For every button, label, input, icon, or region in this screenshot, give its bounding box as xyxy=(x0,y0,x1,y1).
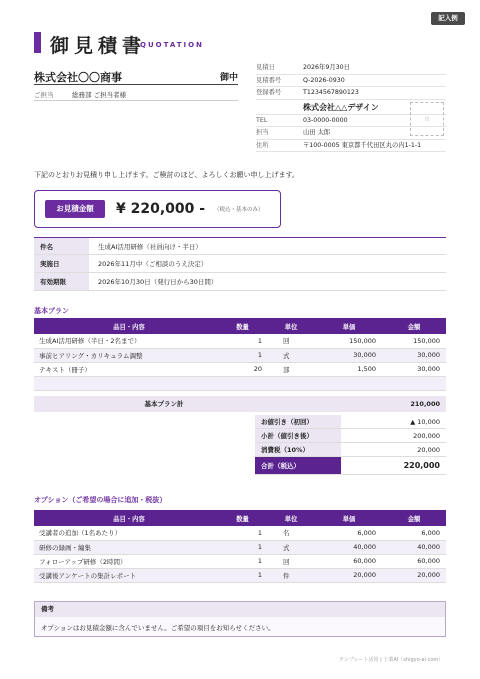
client-name: 株式会社〇〇商事 xyxy=(34,71,122,84)
cell-price: 60,000 xyxy=(316,554,382,568)
meta-row xyxy=(34,255,446,273)
table-header xyxy=(34,510,446,526)
meta-row xyxy=(34,237,446,255)
summary-row xyxy=(255,415,446,429)
total-value: ¥ 220,000 - xyxy=(116,201,206,217)
meta-row xyxy=(34,273,446,291)
cell-unit: 名 xyxy=(266,526,316,540)
cell-unit: 回 xyxy=(266,554,316,568)
cell-item: 研修の録画・編集 xyxy=(34,540,219,554)
summary-value: ▲ 10,000 xyxy=(410,418,440,426)
info-key: TEL xyxy=(256,116,268,124)
info-key: 担当 xyxy=(256,129,269,136)
cell-price xyxy=(316,376,382,390)
remarks-text: オプションはお見積金額に含んでいません。ご希望の項目をお知らせください。 xyxy=(41,624,275,632)
meta-value: 生成AI活用研修（社員向け・半日） xyxy=(98,243,202,251)
company-name: 株式会社△△デザイン xyxy=(303,102,379,112)
cell-unit: 部 xyxy=(266,362,316,376)
cell-amount: 20,000 xyxy=(382,568,446,582)
table-row xyxy=(34,334,446,348)
contact-label: ご担当 xyxy=(34,91,54,99)
info-key: 住所 xyxy=(256,141,269,149)
cell-amount: 60,000 xyxy=(382,554,446,568)
page-subtitle: QUOTATION xyxy=(140,41,204,49)
quote-meta xyxy=(34,237,446,291)
basic-subtotal-row xyxy=(34,396,446,412)
table-row xyxy=(34,362,446,376)
meta-key: 件名 xyxy=(34,238,89,254)
seal-stamp-box: 印 xyxy=(410,102,444,136)
table-row xyxy=(34,376,446,390)
cell-price: 1,500 xyxy=(316,362,382,376)
basic-plan-title: 基本プラン xyxy=(34,307,69,315)
cell-price: 20,000 xyxy=(316,568,382,582)
col-amount: 金額 xyxy=(382,510,446,526)
cell-amount: 6,000 xyxy=(382,526,446,540)
table-row xyxy=(34,348,446,362)
summary-value: 200,000 xyxy=(413,432,440,440)
cell-amount: 30,000 xyxy=(382,362,446,376)
info-value: 03-0000-0000 xyxy=(303,116,348,124)
cell-qty: 1 xyxy=(219,568,266,582)
table-row xyxy=(34,540,446,554)
cell-amount: 30,000 xyxy=(382,348,446,362)
greeting-text: 下記のとおりお見積り申し上げます。ご検討のほど、よろしくお願い申し上げます。 xyxy=(34,171,299,179)
col-amount: 金額 xyxy=(382,318,446,334)
cell-item: 受講者の追加（1名あたり） xyxy=(34,526,219,540)
meta-key: 有効期限 xyxy=(34,273,89,290)
cell-unit xyxy=(266,376,316,390)
grand-total-value: 220,000 xyxy=(403,461,440,470)
cell-amount: 150,000 xyxy=(382,334,446,348)
basic-plan-table xyxy=(34,318,446,391)
info-row xyxy=(256,75,446,88)
cell-item: フォローアップ研修（2時間） xyxy=(34,554,219,568)
summary-total-row xyxy=(255,457,446,475)
remarks-label: 備考 xyxy=(35,602,445,617)
remarks-box xyxy=(34,601,446,637)
col-price: 単価 xyxy=(316,318,382,334)
info-key: 登録番号 xyxy=(256,89,282,96)
subtotal-label: 基本プラン計 xyxy=(144,400,184,408)
cell-unit: 件 xyxy=(266,568,316,582)
cell-item: テキスト（冊子） xyxy=(34,362,219,376)
col-item: 品目・内容 xyxy=(34,318,219,334)
cell-price: 40,000 xyxy=(316,540,382,554)
info-value: Q-2026-0930 xyxy=(303,76,345,84)
cell-price: 6,000 xyxy=(316,526,382,540)
cell-qty: 1 xyxy=(219,540,266,554)
table-row xyxy=(34,554,446,568)
title-accent-bar xyxy=(34,32,41,53)
info-row xyxy=(256,62,446,75)
options-title: オプション（ご希望の場合に追加・税抜） xyxy=(34,496,167,504)
cell-qty: 1 xyxy=(219,554,266,568)
summary-box xyxy=(255,415,446,475)
col-item: 品目・内容 xyxy=(34,510,219,526)
cell-price: 150,000 xyxy=(316,334,382,348)
cell-item xyxy=(34,376,219,390)
info-row xyxy=(256,87,446,100)
footer-credit: テンプレート活用 | 士業AI（shigyo-ai.com） xyxy=(339,657,444,663)
meta-value: 2026年10月30日（発行日から30日間） xyxy=(98,278,218,286)
cell-amount: 40,000 xyxy=(382,540,446,554)
options-table xyxy=(34,510,446,583)
meta-key: 実施日 xyxy=(34,255,89,272)
summary-key: 消費税（10%） xyxy=(255,443,341,456)
cell-qty xyxy=(219,376,266,390)
cell-item: 生成AI活用研修（半日・2名まで） xyxy=(34,334,219,348)
info-value: 〒100-0005 東京都千代田区丸の内1-1-1 xyxy=(303,141,422,149)
col-unit: 単位 xyxy=(266,318,316,334)
col-qty: 数量 xyxy=(219,318,266,334)
table-row xyxy=(34,526,446,540)
info-key: 見積番号 xyxy=(256,76,282,84)
divider xyxy=(34,100,238,101)
cell-item: 受講後アンケートの集計レポート xyxy=(34,568,219,582)
info-key: 見積日 xyxy=(256,64,275,71)
total-note: （税込・基本のみ） xyxy=(214,207,264,213)
example-badge: 記入例 xyxy=(431,12,465,25)
summary-row xyxy=(255,429,446,443)
col-price: 単価 xyxy=(316,510,382,526)
info-key xyxy=(256,100,303,114)
page-title: 御見積書 xyxy=(50,35,147,57)
cell-unit: 式 xyxy=(266,540,316,554)
cell-qty: 20 xyxy=(219,362,266,376)
cell-qty: 1 xyxy=(219,348,266,362)
summary-key: 合計（税込） xyxy=(255,457,341,474)
info-value: 山田 太郎 xyxy=(303,129,331,136)
summary-row xyxy=(255,443,446,457)
table-header xyxy=(34,318,446,334)
cell-unit: 回 xyxy=(266,334,316,348)
contact-value: 総務部 ご担当者様 xyxy=(72,91,127,99)
cell-amount xyxy=(382,376,446,390)
summary-value: 20,000 xyxy=(417,446,440,454)
info-value: 2026年9月30日 xyxy=(303,64,350,71)
cell-price: 30,000 xyxy=(316,348,382,362)
cell-unit: 式 xyxy=(266,348,316,362)
summary-key: お値引き（初回） xyxy=(255,415,341,428)
divider xyxy=(34,84,238,85)
table-row xyxy=(34,568,446,582)
col-unit: 単位 xyxy=(266,510,316,526)
info-row xyxy=(256,140,446,153)
cell-qty: 1 xyxy=(219,334,266,348)
col-qty: 数量 xyxy=(219,510,266,526)
subtotal-value: 210,000 xyxy=(410,400,440,408)
cell-qty: 1 xyxy=(219,526,266,540)
cell-item: 事前ヒアリング・カリキュラム調整 xyxy=(34,348,219,362)
total-label: お見積金額 xyxy=(45,200,105,218)
meta-value: 2026年11月中（ご相談のうえ決定） xyxy=(98,260,208,268)
summary-key: 小計（値引き後） xyxy=(255,429,341,442)
info-value: T1234567890123 xyxy=(303,89,359,96)
client-honorific: 御中 xyxy=(220,73,239,83)
